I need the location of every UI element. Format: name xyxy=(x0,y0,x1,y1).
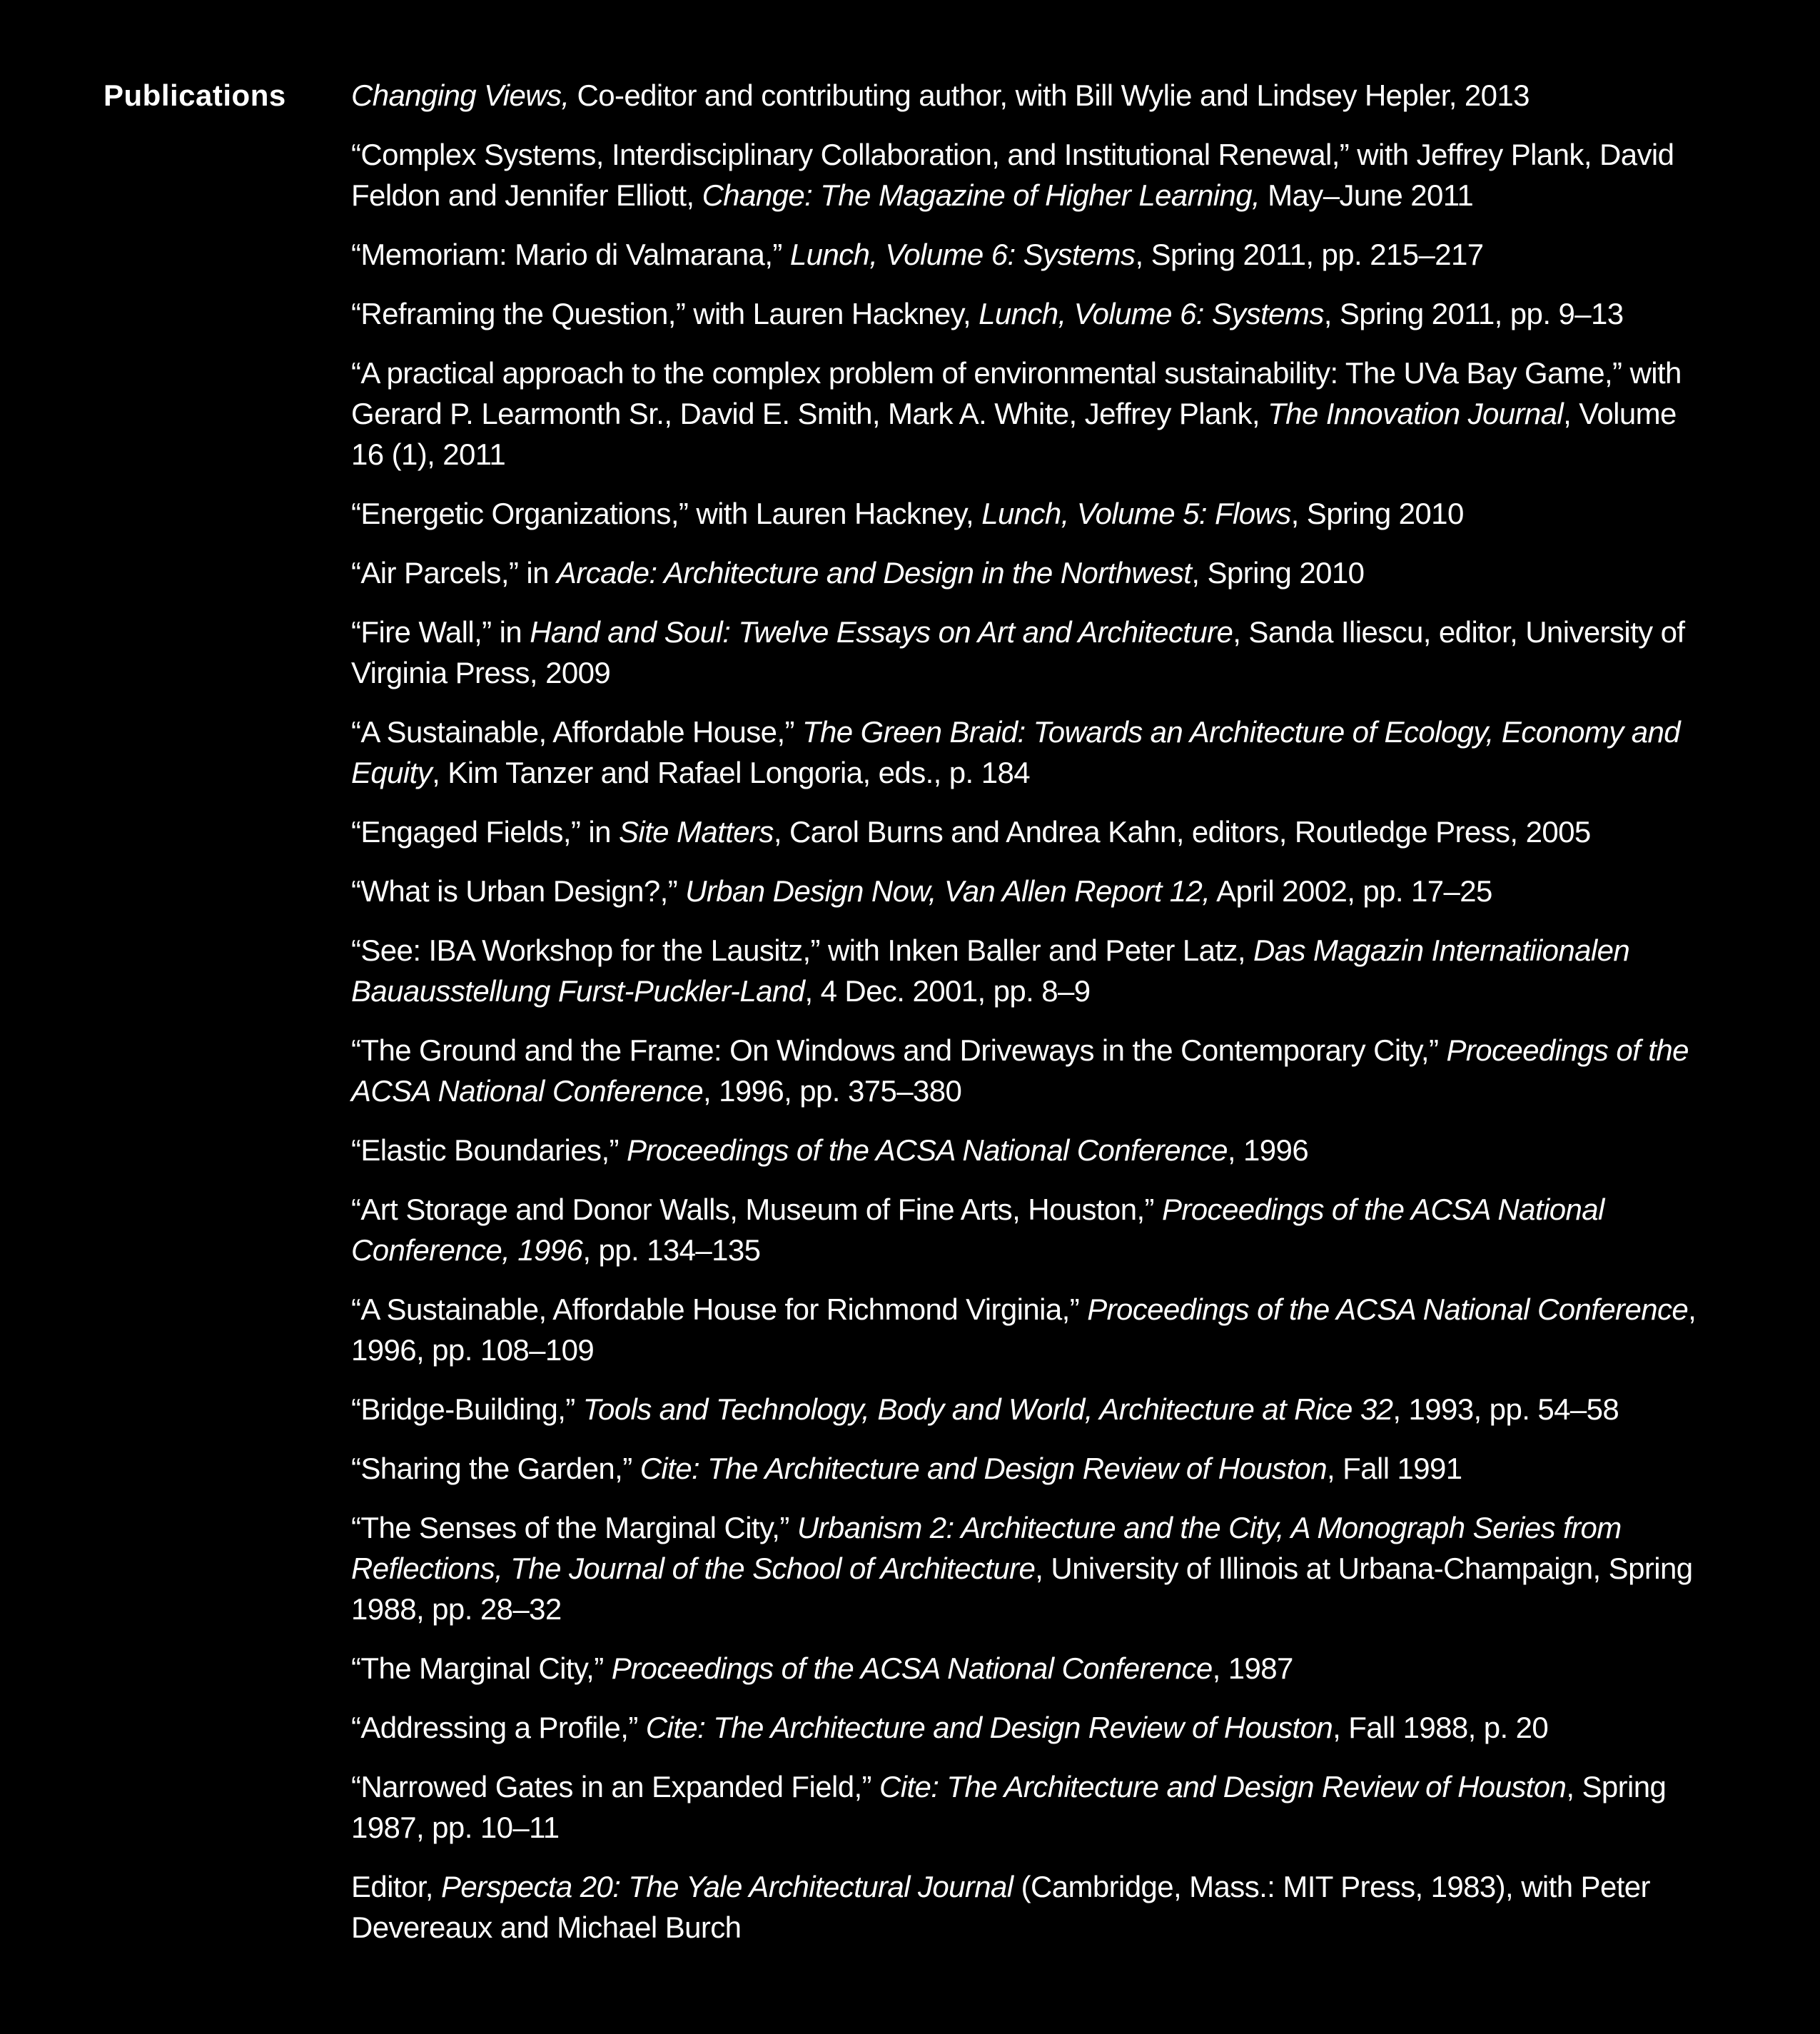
publication-text: May–June 2011 xyxy=(1260,178,1474,212)
publication-title: Tools and Technology, Body and World, Architecture at Rice 32 xyxy=(582,1392,1393,1426)
publication-entry xyxy=(351,234,1714,275)
publication-entry xyxy=(351,1707,1714,1748)
publication-text: Editor, xyxy=(351,1870,441,1903)
publication-text: “A Sustainable, Affordable House for Richmond Virginia,” xyxy=(351,1292,1088,1326)
publication-text: “Elastic Boundaries,” xyxy=(351,1133,627,1167)
publication-entry xyxy=(351,353,1714,475)
publication-text: “Addressing a Profile,” xyxy=(351,1711,646,1744)
publication-title: Change: The Magazine of Higher Learning, xyxy=(702,178,1260,212)
publication-text: , Fall 1991 xyxy=(1327,1452,1462,1485)
publication-entry xyxy=(351,1648,1714,1689)
publication-text: , 1996, pp. 375–380 xyxy=(702,1074,962,1108)
publication-entry xyxy=(351,552,1714,593)
publication-title: Hand and Soul: Twelve Essays on Art and Architecture xyxy=(530,615,1233,649)
publication-text: , Spring 2010 xyxy=(1290,497,1464,530)
publication-text: “Energetic Organizations,” with Lauren Hackney, xyxy=(351,497,982,530)
publication-text: , Spring 1987, pp. 10–11 xyxy=(351,1770,1667,1844)
publication-entry xyxy=(351,293,1714,334)
publication-entry xyxy=(351,1448,1714,1489)
publication-entry xyxy=(351,612,1714,693)
publication-entry xyxy=(351,1389,1714,1430)
publication-title: Lunch, Volume 6: Systems xyxy=(979,297,1324,330)
publication-text: “What is Urban Design?,” xyxy=(351,874,686,908)
publication-title: Das Magazin Internatiionalen Bauausstellung Furst-Puckler-Land xyxy=(351,933,1630,1008)
publication-text: “Engaged Fields,” in xyxy=(351,815,619,849)
publication-text: , Spring 2011, pp. 215–217 xyxy=(1135,238,1484,271)
publication-title: Proceedings of the ACSA National Conference, 1996 xyxy=(351,1193,1604,1267)
publication-title: Lunch, Volume 5: Flows xyxy=(981,497,1291,530)
publication-entry xyxy=(351,1030,1714,1111)
publication-title: Changing Views, xyxy=(351,79,570,112)
publication-text: “Narrowed Gates in an Expanded Field,” xyxy=(351,1770,879,1803)
publication-entry xyxy=(351,930,1714,1011)
publication-text: , Fall 1988, p. 20 xyxy=(1333,1711,1549,1744)
publication-text: , Spring 2010 xyxy=(1191,556,1365,590)
publication-text: , 4 Dec. 2001, pp. 8–9 xyxy=(804,974,1091,1008)
publication-entry xyxy=(351,134,1714,216)
publication-title: Proceedings of the ACSA National Conference xyxy=(1087,1292,1689,1326)
publication-title: Urbanism 2: Architecture and the City, A Monograph Series from Reflections, The Journal of the School of Architecture xyxy=(351,1511,1622,1585)
publication-text: , Kim Tanzer and Rafael Longoria, eds., p. 184 xyxy=(432,756,1030,789)
publication-text: , 1993, pp. 54–58 xyxy=(1392,1392,1619,1426)
section-heading: Publications xyxy=(103,79,286,112)
publication-text: “Memoriam: Mario di Valmarana,” xyxy=(351,238,790,271)
publication-text: (Cambridge, Mass.: MIT Press, 1983), with Peter Devereaux and Michael Burch xyxy=(351,1870,1650,1944)
publication-title: Proceedings of the ACSA National Conference xyxy=(626,1133,1228,1167)
publication-text: , pp. 134–135 xyxy=(582,1233,761,1267)
publication-list xyxy=(351,75,1714,1966)
publication-text: , Spring 2011, pp. 9–13 xyxy=(1323,297,1624,330)
publication-title: Arcade: Architecture and Design in the Northwest xyxy=(556,556,1192,590)
publication-entry xyxy=(351,871,1714,911)
publication-entry xyxy=(351,1289,1714,1370)
publication-text: , University of Illinois at Urbana-Champaign, Spring 1988, pp. 28–32 xyxy=(351,1552,1693,1626)
publication-entry xyxy=(351,1189,1714,1270)
publication-text: Co-editor and contributing author, with Bill Wylie and Lindsey Hepler, 2013 xyxy=(569,79,1530,112)
publication-entry xyxy=(351,811,1714,852)
publication-text: “Air Parcels,” in xyxy=(351,556,557,590)
publication-text: , 1987 xyxy=(1212,1651,1293,1685)
publication-title: Site Matters xyxy=(618,815,774,849)
publication-text: “Reframing the Question,” with Lauren Hackney, xyxy=(351,297,979,330)
publication-text: , Volume 16 (1), 2011 xyxy=(351,397,1677,471)
publication-title: Cite: The Architecture and Design Review of Houston xyxy=(645,1711,1333,1744)
publication-title: The Green Braid: Towards an Architecture of Ecology, Economy and Equity xyxy=(351,715,1681,789)
publication-text: “Art Storage and Donor Walls, Museum of Fine Arts, Houston,” xyxy=(351,1193,1162,1226)
publication-entry xyxy=(351,1507,1714,1629)
publication-title: Cite: The Architecture and Design Review of Houston xyxy=(879,1770,1567,1803)
publication-entry xyxy=(351,712,1714,793)
publication-text: “A practical approach to the complex problem of environmental sustainability: The UVa Bay Game,” with Gerard P. Learmonth Sr., David E. Smith, Mark A. White, Jeffrey Plank, xyxy=(351,356,1682,430)
publication-text: “The Ground and the Frame: On Windows and Driveways in the Contemporary City,” xyxy=(351,1033,1447,1067)
publication-text: “Fire Wall,” in xyxy=(351,615,530,649)
publication-text: “Bridge-Building,” xyxy=(351,1392,583,1426)
publication-text: , Carol Burns and Andrea Kahn, editors, Routledge Press, 2005 xyxy=(773,815,1591,849)
publication-title: Cite: The Architecture and Design Review of Houston xyxy=(639,1452,1328,1485)
publication-title: Proceedings of the ACSA National Conference xyxy=(351,1033,1689,1108)
publication-entry xyxy=(351,493,1714,534)
publication-text: “The Marginal City,” xyxy=(351,1651,612,1685)
publication-text: “Complex Systems, Interdisciplinary Collaboration, and Institutional Renewal,” with Jeffrey Plank, David Feldon and Jennifer Elliott, xyxy=(351,138,1674,212)
publication-text: “A Sustainable, Affordable House,” xyxy=(351,715,802,749)
publication-text: April 2002, pp. 17–25 xyxy=(1210,874,1492,908)
publication-text: , 1996 xyxy=(1227,1133,1309,1167)
publication-text: , Sanda Iliescu, editor, University of Virginia Press, 2009 xyxy=(351,615,1685,689)
publication-title: Lunch, Volume 6: Systems xyxy=(789,238,1136,271)
publication-text: “The Senses of the Marginal City,” xyxy=(351,1511,797,1544)
publication-entry xyxy=(351,75,1714,116)
publication-entry xyxy=(351,1766,1714,1848)
publication-title: Proceedings of the ACSA National Conference xyxy=(611,1651,1213,1685)
publication-title: Perspecta 20: The Yale Architectural Journal xyxy=(440,1870,1013,1903)
publication-entry xyxy=(351,1130,1714,1170)
publication-text: “See: IBA Workshop for the Lausitz,” with Inken Baller and Peter Latz, xyxy=(351,933,1253,967)
publication-text: “Sharing the Garden,” xyxy=(351,1452,640,1485)
publication-title: Urban Design Now, Van Allen Report 12, xyxy=(685,874,1210,908)
publication-entry xyxy=(351,1866,1714,1948)
publication-text: , 1996, pp. 108–109 xyxy=(351,1292,1697,1367)
publication-title: The Innovation Journal xyxy=(1268,397,1564,430)
